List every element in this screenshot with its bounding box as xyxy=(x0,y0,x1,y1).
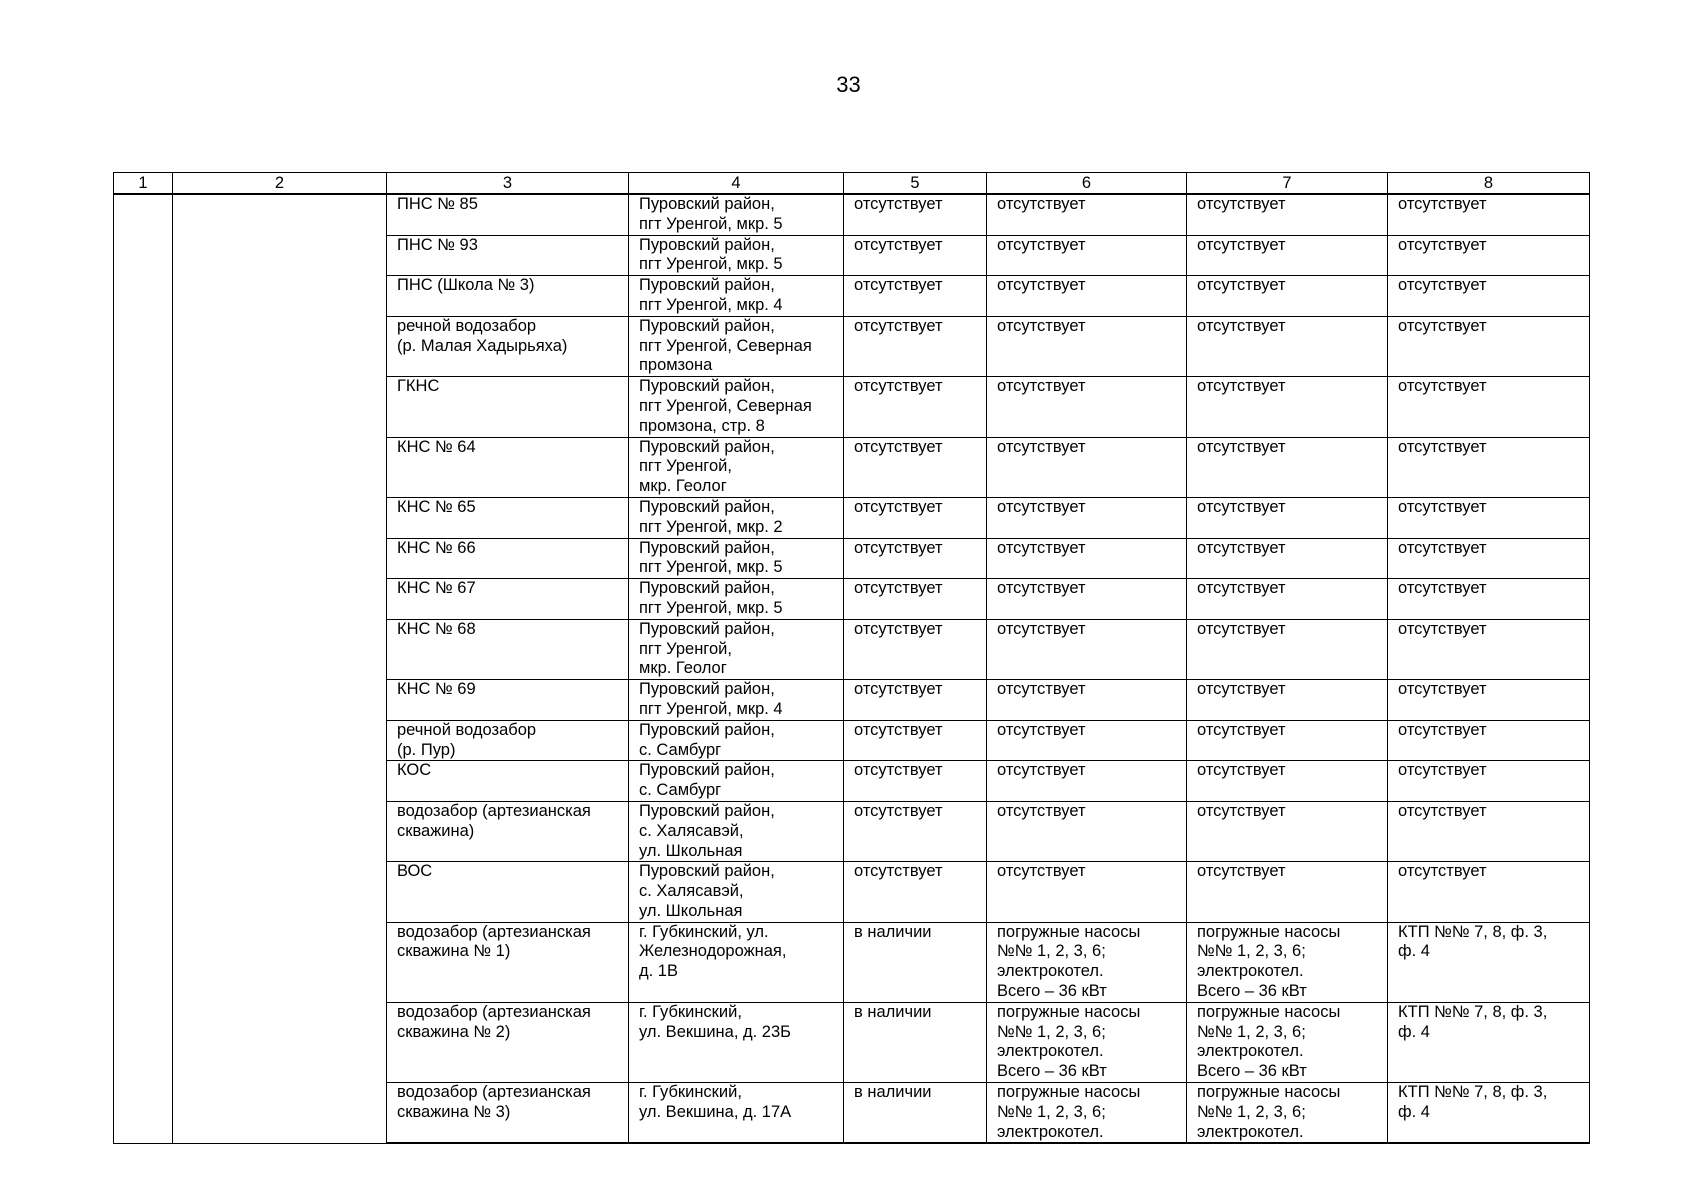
table-cell-col-5: отсутствует xyxy=(844,720,987,761)
table-cell-col-6: погружные насосы №№ 1, 2, 3, 6; электрокотел. Всего – 36 кВт xyxy=(987,1002,1187,1082)
table-cell-col-8: КТП №№ 7, 8, ф. 3, ф. 4 xyxy=(1388,922,1590,1002)
table-cell-col-3: водозабор (артезианская скважина № 1) xyxy=(387,922,629,1002)
table-cell-col-4: г. Губкинский, ул. Векшина, д. 23Б xyxy=(629,1002,844,1082)
table-cell-col-7: отсутствует xyxy=(1187,235,1388,276)
table-cell-col-7: погружные насосы №№ 1, 2, 3, 6; электрокотел. xyxy=(1187,1083,1388,1144)
table-cell-col-4: Пуровский район, пгт Уренгой, мкр. Геолог xyxy=(629,619,844,679)
table-cell-col-6: отсутствует xyxy=(987,680,1187,721)
table-cell-col-4: Пуровский район, пгт Уренгой, мкр. 2 xyxy=(629,497,844,538)
table-cell-col-7: отсутствует xyxy=(1187,801,1388,861)
table-cell-col-5: в наличии xyxy=(844,1002,987,1082)
table-cell-col-8: отсутствует xyxy=(1388,276,1590,317)
table-cell-col-5: отсутствует xyxy=(844,801,987,861)
table-cell-col-7: отсутствует xyxy=(1187,316,1388,376)
merged-cell-col-2 xyxy=(173,194,387,1143)
table-cell-col-8: отсутствует xyxy=(1388,862,1590,922)
table-cell-col-5: отсутствует xyxy=(844,497,987,538)
header-col-8: 8 xyxy=(1388,173,1590,195)
table-cell-col-6: отсутствует xyxy=(987,538,1187,579)
table-cell-col-3: КНС № 67 xyxy=(387,579,629,620)
table-cell-col-7: погружные насосы №№ 1, 2, 3, 6; электрокотел. Всего – 36 кВт xyxy=(1187,1002,1388,1082)
table-cell-col-6: отсутствует xyxy=(987,276,1187,317)
table-cell-col-5: отсутствует xyxy=(844,235,987,276)
table-cell-col-3: водозабор (артезианская скважина № 2) xyxy=(387,1002,629,1082)
table-cell-col-3: ПНС (Школа № 3) xyxy=(387,276,629,317)
table-cell-col-4: Пуровский район, пгт Уренгой, мкр. 5 xyxy=(629,538,844,579)
table-cell-col-5: отсутствует xyxy=(844,377,987,437)
table-cell-col-8: отсутствует xyxy=(1388,497,1590,538)
table-cell-col-6: отсутствует xyxy=(987,194,1187,235)
table-cell-col-4: Пуровский район, пгт Уренгой, мкр. 5 xyxy=(629,579,844,620)
table-cell-col-6: отсутствует xyxy=(987,497,1187,538)
table-cell-col-4: Пуровский район, пгт Уренгой, мкр. 4 xyxy=(629,276,844,317)
table-cell-col-3: КНС № 65 xyxy=(387,497,629,538)
header-col-1: 1 xyxy=(114,173,173,195)
table-header xyxy=(114,173,1590,195)
table-cell-col-6: отсутствует xyxy=(987,579,1187,620)
table-body xyxy=(114,194,1590,1143)
table-cell-col-8: отсутствует xyxy=(1388,619,1590,679)
table-cell-col-4: Пуровский район, с. Самбург xyxy=(629,720,844,761)
table-cell-col-8: отсутствует xyxy=(1388,538,1590,579)
table-cell-col-7: отсутствует xyxy=(1187,761,1388,802)
table-cell-col-4: Пуровский район, пгт Уренгой, мкр. 5 xyxy=(629,194,844,235)
table-cell-col-4: Пуровский район, с. Халясавэй, ул. Школьная xyxy=(629,801,844,861)
table-cell-col-4: Пуровский район, пгт Уренгой, мкр. Геолог xyxy=(629,437,844,497)
table-cell-col-6: отсутствует xyxy=(987,862,1187,922)
table-cell-col-6: погружные насосы №№ 1, 2, 3, 6; электрокотел. xyxy=(987,1083,1187,1144)
table-row xyxy=(114,194,1590,235)
table-cell-col-8: отсутствует xyxy=(1388,235,1590,276)
table-cell-col-8: отсутствует xyxy=(1388,194,1590,235)
table-cell-col-5: отсутствует xyxy=(844,538,987,579)
table-cell-col-3: ПНС № 93 xyxy=(387,235,629,276)
table-cell-col-8: КТП №№ 7, 8, ф. 3, ф. 4 xyxy=(1388,1002,1590,1082)
table-cell-col-7: погружные насосы №№ 1, 2, 3, 6; электрокотел. Всего – 36 кВт xyxy=(1187,922,1388,1002)
table-cell-col-8: отсутствует xyxy=(1388,801,1590,861)
table-cell-col-8: отсутствует xyxy=(1388,316,1590,376)
table-cell-col-7: отсутствует xyxy=(1187,720,1388,761)
table-cell-col-8: отсутствует xyxy=(1388,680,1590,721)
table-cell-col-7: отсутствует xyxy=(1187,862,1388,922)
header-col-7: 7 xyxy=(1187,173,1388,195)
table-cell-col-3: речной водозабор (р. Малая Хадырьяха) xyxy=(387,316,629,376)
table-cell-col-5: в наличии xyxy=(844,922,987,1002)
table-cell-col-5: отсутствует xyxy=(844,194,987,235)
table-cell-col-6: отсутствует xyxy=(987,720,1187,761)
table-cell-col-7: отсутствует xyxy=(1187,538,1388,579)
table-cell-col-6: отсутствует xyxy=(987,235,1187,276)
table-cell-col-3: речной водозабор (р. Пур) xyxy=(387,720,629,761)
header-col-4: 4 xyxy=(629,173,844,195)
table-cell-col-7: отсутствует xyxy=(1187,579,1388,620)
table-cell-col-3: КНС № 68 xyxy=(387,619,629,679)
table-cell-col-7: отсутствует xyxy=(1187,497,1388,538)
table-cell-col-6: отсутствует xyxy=(987,619,1187,679)
table-cell-col-7: отсутствует xyxy=(1187,437,1388,497)
table-cell-col-7: отсутствует xyxy=(1187,194,1388,235)
table-cell-col-5: отсутствует xyxy=(844,276,987,317)
table-cell-col-7: отсутствует xyxy=(1187,619,1388,679)
table-cell-col-4: Пуровский район, пгт Уренгой, мкр. 4 xyxy=(629,680,844,721)
table-cell-col-6: отсутствует xyxy=(987,316,1187,376)
table-cell-col-7: отсутствует xyxy=(1187,276,1388,317)
table-cell-col-4: Пуровский район, с. Самбург xyxy=(629,761,844,802)
header-col-3: 3 xyxy=(387,173,629,195)
table-cell-col-5: в наличии xyxy=(844,1083,987,1144)
table-cell-col-6: погружные насосы №№ 1, 2, 3, 6; электрокотел. Всего – 36 кВт xyxy=(987,922,1187,1002)
table-cell-col-3: КНС № 64 xyxy=(387,437,629,497)
table-cell-col-5: отсутствует xyxy=(844,316,987,376)
header-row xyxy=(114,173,1590,195)
merged-cell-col-1 xyxy=(114,194,173,1143)
table-cell-col-4: Пуровский район, с. Халясавэй, ул. Школьная xyxy=(629,862,844,922)
table-cell-col-3: КНС № 69 xyxy=(387,680,629,721)
table-cell-col-4: Пуровский район, пгт Уренгой, мкр. 5 xyxy=(629,235,844,276)
page-number: 33 xyxy=(836,72,861,97)
table-cell-col-8: отсутствует xyxy=(1388,720,1590,761)
table-cell-col-3: КОС xyxy=(387,761,629,802)
table-cell-col-5: отсутствует xyxy=(844,862,987,922)
table-cell-col-5: отсутствует xyxy=(844,680,987,721)
table-cell-col-3: водозабор (артезианская скважина № 3) xyxy=(387,1083,629,1144)
table-cell-col-3: ГКНС xyxy=(387,377,629,437)
table-cell-col-6: отсутствует xyxy=(987,437,1187,497)
table-cell-col-4: г. Губкинский, ул. Железнодорожная, д. 1В xyxy=(629,922,844,1002)
table-cell-col-7: отсутствует xyxy=(1187,680,1388,721)
table-cell-col-6: отсутствует xyxy=(987,377,1187,437)
table-cell-col-8: отсутствует xyxy=(1388,377,1590,437)
table-cell-col-4: Пуровский район, пгт Уренгой, Северная промзона xyxy=(629,316,844,376)
table-cell-col-6: отсутствует xyxy=(987,761,1187,802)
table-cell-col-3: КНС № 66 xyxy=(387,538,629,579)
table-cell-col-3: ВОС xyxy=(387,862,629,922)
data-table xyxy=(113,172,1590,1144)
header-col-6: 6 xyxy=(987,173,1187,195)
table-cell-col-8: отсутствует xyxy=(1388,579,1590,620)
table-cell-col-6: отсутствует xyxy=(987,801,1187,861)
table-cell-col-5: отсутствует xyxy=(844,579,987,620)
table-cell-col-3: ПНС № 85 xyxy=(387,194,629,235)
header-col-2: 2 xyxy=(173,173,387,195)
table-cell-col-8: КТП №№ 7, 8, ф. 3, ф. 4 xyxy=(1388,1083,1590,1144)
table-cell-col-4: г. Губкинский, ул. Векшина, д. 17А xyxy=(629,1083,844,1144)
header-col-5: 5 xyxy=(844,173,987,195)
table-cell-col-8: отсутствует xyxy=(1388,437,1590,497)
table-cell-col-5: отсутствует xyxy=(844,437,987,497)
table-cell-col-7: отсутствует xyxy=(1187,377,1388,437)
table-cell-col-3: водозабор (артезианская скважина) xyxy=(387,801,629,861)
table-cell-col-5: отсутствует xyxy=(844,761,987,802)
table-cell-col-5: отсутствует xyxy=(844,619,987,679)
table-cell-col-8: отсутствует xyxy=(1388,761,1590,802)
table-cell-col-4: Пуровский район, пгт Уренгой, Северная промзона, стр. 8 xyxy=(629,377,844,437)
